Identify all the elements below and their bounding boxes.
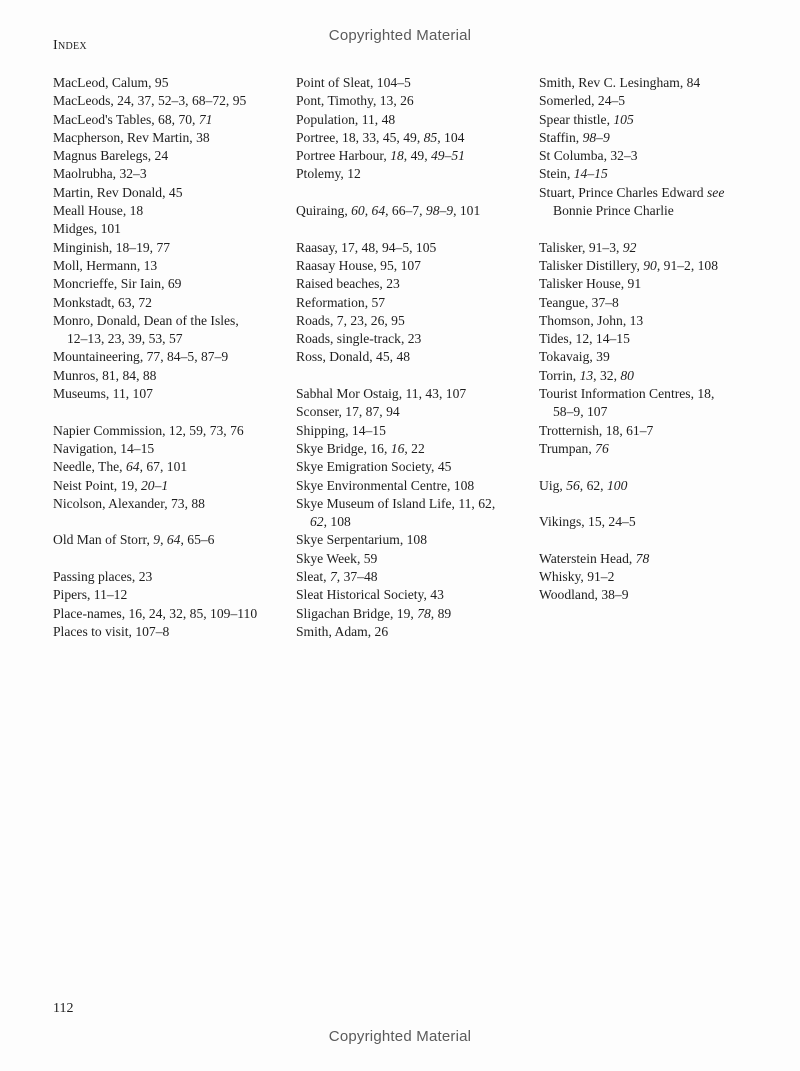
index-letter-group (296, 202, 536, 220)
index-entry-italic-ref: 80 (620, 367, 634, 383)
index-entry (296, 403, 536, 421)
index-entry (53, 257, 293, 275)
index-entry (53, 477, 293, 495)
index-entry-italic-ref: 105 (613, 111, 634, 127)
index-letter-group (53, 568, 293, 641)
index-letter-group (53, 74, 293, 403)
index-entry (539, 184, 779, 221)
index-letter-group (296, 74, 536, 184)
index-entry (53, 605, 293, 623)
index-entry (539, 294, 779, 312)
index-entry-text: Trumpan, (539, 440, 596, 456)
index-entry (296, 477, 536, 495)
index-entry-text: Roads, single-track, 23 (296, 331, 422, 347)
index-entry-text: Tourist Information Centres, 18, (539, 386, 715, 402)
index-entry (53, 623, 293, 641)
index-entry-text: , 104 (437, 129, 465, 145)
index-entry (296, 74, 536, 92)
index-entry (296, 129, 536, 147)
index-entry-italic-ref: 14–15 (573, 166, 608, 182)
index-entry-text: Pont, Timothy, 13, 26 (296, 93, 414, 109)
index-entry (53, 220, 293, 238)
index-entry (53, 202, 293, 220)
index-entry (53, 385, 293, 403)
index-entry-italic-ref: see (707, 184, 725, 200)
index-entry (53, 531, 293, 549)
index-entry (296, 623, 536, 641)
index-entry-text: Woodland, 38–9 (539, 587, 629, 603)
index-entry-italic-ref: 7 (329, 569, 337, 585)
index-entry (296, 495, 536, 532)
index-entry-text: Places to visit, 107–8 (53, 623, 170, 639)
index-entry (539, 111, 779, 129)
index-entry-text: Talisker Distillery, (539, 257, 644, 273)
index-entry-text: Vikings, 15, 24–5 (539, 514, 636, 530)
index-entry-text: Munros, 81, 84, 88 (53, 367, 157, 383)
index-entry-text: Ross, Donald, 45, 48 (296, 349, 411, 365)
index-entry-text: Neist Point, 19, (53, 477, 141, 493)
index-entry-text: Somerled, 24–5 (539, 93, 626, 109)
index-entry-italic-ref: 98–9 (425, 203, 454, 219)
index-entry-text: Reformation, 57 (296, 294, 386, 310)
index-entry-text: Spear thistle, (539, 111, 614, 127)
index-entry (539, 312, 779, 330)
index-entry-text: Torrin, (539, 367, 580, 383)
index-entry-text: Midges, 101 (53, 221, 121, 237)
index-letter-group (539, 550, 779, 605)
index-entry-text: Trotternish, 18, 61–7 (539, 422, 654, 438)
index-entry (539, 550, 779, 568)
index-entry-text: 12–13, 23, 39, 53, 57 (67, 331, 183, 347)
index-entry (53, 348, 293, 366)
index-entry-text: Macpherson, Rev Martin, 38 (53, 129, 210, 145)
index-entry-italic-ref: 78 (635, 550, 650, 566)
index-entry (296, 348, 536, 366)
index-entry (539, 367, 779, 385)
index-entry-text: Population, 11, 48 (296, 111, 396, 127)
index-entry-text: Teangue, 37–8 (539, 294, 619, 310)
index-entry-text: Stein, (539, 166, 574, 182)
index-entry-text: Moll, Hermann, 13 (53, 257, 158, 273)
index-entry (296, 550, 536, 568)
index-entry (296, 294, 536, 312)
index-entry-text: , 62, (579, 477, 607, 493)
index-entry (296, 440, 536, 458)
index-entry-text: , (160, 532, 167, 548)
index-entry (296, 275, 536, 293)
index-entry-text: Tokavaig, 39 (539, 349, 610, 365)
index-entry (53, 147, 293, 165)
index-entry-text: Monkstadt, 63, 72 (53, 294, 152, 310)
index-entry (539, 513, 779, 531)
index-entry (539, 129, 779, 147)
index-letter-group (539, 239, 779, 459)
index-entry-text: Ptolemy, 12 (296, 166, 361, 182)
index-entry-text: Bonnie Prince Charlie (553, 203, 674, 219)
index-entry (296, 239, 536, 257)
index-entry-text: Skye Environmental Centre, 108 (296, 477, 475, 493)
index-entry-italic-ref: 62 (310, 514, 324, 530)
index-entry (53, 275, 293, 293)
index-entry-italic-ref: 56 (566, 477, 580, 493)
index-entry-italic-ref: 13 (579, 367, 594, 383)
index-entry-italic-ref: 90 (643, 257, 657, 273)
index-entry (296, 111, 536, 129)
index-entry (296, 422, 536, 440)
index-column-2 (296, 74, 536, 660)
index-entry-italic-ref: 78 (417, 605, 431, 621)
index-column-1 (53, 74, 293, 660)
index-entry-text: Skye Serpentarium, 108 (296, 532, 428, 548)
index-entry-italic-ref: 18 (390, 148, 404, 164)
index-entry-text: Needle, The, (53, 459, 126, 475)
index-entry-text: Tides, 12, 14–15 (539, 331, 630, 347)
index-entry (539, 165, 779, 183)
page-number: 112 (53, 1001, 74, 1016)
index-entry (53, 239, 293, 257)
index-entry-text: Talisker House, 91 (539, 276, 642, 292)
index-entry (53, 422, 293, 440)
index-entry-text: , 65–6 (180, 532, 215, 548)
index-entry-text: Place-names, 16, 24, 32, 85, 109–110 (53, 605, 258, 621)
index-entry (539, 147, 779, 165)
index-entry (296, 568, 536, 586)
index-entry-text: St Columba, 32–3 (539, 148, 638, 164)
index-entry-text: Raasay House, 95, 107 (296, 257, 421, 273)
index-entry-italic-ref: 16 (390, 440, 405, 456)
index-entry (296, 92, 536, 110)
index-entry-text: Sleat, (296, 569, 330, 585)
index-entry-text: Skye Week, 59 (296, 550, 378, 566)
index-entry (296, 147, 536, 165)
index-entry-text: Uig, (539, 477, 567, 493)
index-entry-text: , 91–2, 108 (656, 257, 719, 273)
index-entry-italic-ref: 20–1 (141, 477, 169, 493)
index-entry (539, 568, 779, 586)
index-entry (53, 458, 293, 476)
index-entry (539, 275, 779, 293)
index-entry-text: , 108 (323, 514, 351, 530)
index-entry-text: Skye Museum of Island Life, 11, 62, (296, 495, 496, 511)
index-entry (53, 111, 293, 129)
index-entry (53, 440, 293, 458)
index-entry-text: Shipping, 14–15 (296, 422, 386, 438)
index-entry (539, 348, 779, 366)
index-entry (296, 330, 536, 348)
index-entry-text: , 89 (430, 605, 452, 621)
index-entry (539, 74, 779, 92)
index-entry-italic-ref: 100 (606, 477, 628, 493)
index-entry-text: Moncrieffe, Sir Iain, 69 (53, 276, 182, 292)
index-entry (53, 495, 293, 513)
index-entry (296, 605, 536, 623)
index-entry-italic-ref: 85 (423, 129, 438, 145)
index-entry-text: Waterstein Head, (539, 550, 636, 566)
index-entry-text: Quiraing, (296, 203, 352, 219)
index-entry-text: Thomson, John, 13 (539, 312, 644, 328)
index-entry-text: Raised beaches, 23 (296, 276, 400, 292)
index-entry-text: Talisker, 91–3, (539, 239, 623, 255)
index-entry (53, 568, 293, 586)
index-entry-text: MacLeod, Calum, 95 (53, 75, 169, 90)
index-entry-text: Staffin, (539, 129, 583, 145)
running-head: Index (53, 38, 87, 53)
index-entry-text: Napier Commission, 12, 59, 73, 76 (53, 422, 244, 438)
index-letter-group (539, 477, 779, 495)
index-entry-italic-ref: 60 (351, 203, 365, 219)
index-entry (539, 586, 779, 604)
index-entry (539, 239, 779, 257)
index-entry-text: Pipers, 11–12 (53, 587, 128, 603)
index-entry-text: Navigation, 14–15 (53, 440, 155, 456)
index-entry (53, 92, 293, 110)
index-entry (539, 330, 779, 348)
index-entry-text: Smith, Adam, 26 (296, 623, 389, 639)
index-entry-text: Meall House, 18 (53, 203, 144, 219)
index-entry-text: , 37–48 (336, 569, 378, 585)
index-entry-italic-ref: 71 (198, 111, 213, 127)
index-entry-text: Stuart, Prince Charles Edward (539, 184, 707, 200)
index-entry (53, 367, 293, 385)
index-entry (53, 165, 293, 183)
index-entry-italic-ref: 64 (371, 203, 386, 219)
index-entry (539, 385, 779, 422)
index-entry-text: Mountaineering, 77, 84–5, 87–9 (53, 349, 229, 365)
index-entry (296, 531, 536, 549)
index-entry-italic-ref: 9 (153, 532, 161, 548)
index-entry-text: Whisky, 91–2 (539, 569, 615, 585)
index-letter-group (53, 531, 293, 549)
index-entry-italic-ref: 49–51 (430, 148, 465, 164)
index-entry-text: , 49, (403, 148, 431, 164)
index-entry (53, 312, 293, 349)
index-entry-text: Nicolson, Alexander, 73, 88 (53, 495, 205, 511)
index-entry-text: , 67, 101 (139, 459, 188, 475)
index-entry (53, 74, 293, 92)
index-entry-text: Magnus Barelegs, 24 (53, 148, 169, 164)
index-entry (53, 184, 293, 202)
index-entry-text: Sconser, 17, 87, 94 (296, 404, 400, 420)
index-entry (539, 92, 779, 110)
index-entry-text: Point of Sleat, 104–5 (296, 75, 411, 90)
index-letter-group (53, 422, 293, 513)
index-entry-text: , 101 (453, 203, 481, 219)
index-entry-italic-ref: 98–9 (582, 129, 610, 145)
copyright-watermark-bottom: Copyrighted Material (328, 1028, 472, 1045)
index-entry-text: Raasay, 17, 48, 94–5, 105 (296, 239, 437, 255)
index-entry-italic-ref: 76 (595, 440, 609, 456)
index-entry (296, 165, 536, 183)
index-entry-text: , 32, (593, 367, 621, 383)
index-entry-text: Sleat Historical Society, 43 (296, 587, 444, 603)
index-letter-group (296, 239, 536, 367)
index-entry (539, 440, 779, 458)
index-entry-text: 58–9, 107 (553, 404, 608, 420)
index-entry-text: , (364, 203, 372, 219)
index-entry-italic-ref: 64 (166, 532, 181, 548)
index-letter-group (539, 513, 779, 531)
index-entry-text: Roads, 7, 23, 26, 95 (296, 312, 405, 328)
index-entry (539, 422, 779, 440)
index-entry-italic-ref: 64 (125, 459, 140, 475)
index-entry-italic-ref: 92 (622, 239, 637, 255)
index-entry (296, 458, 536, 476)
index-entry (296, 312, 536, 330)
copyright-watermark-top: Copyrighted Material (328, 27, 472, 44)
index-entry-text: Minginish, 18–19, 77 (53, 239, 171, 255)
index-entry (539, 477, 779, 495)
index-entry-text: Portree, 18, 33, 45, 49, (296, 129, 424, 145)
index-entry (296, 586, 536, 604)
index-entry (296, 257, 536, 275)
index-entry-text: , 22 (404, 440, 425, 456)
index-entry-text: Skye Emigration Society, 45 (296, 459, 452, 475)
index-entry-text: , 66–7, (385, 203, 426, 219)
index-entry-text: Museums, 11, 107 (53, 386, 153, 402)
index-entry-text: Old Man of Storr, (53, 532, 154, 548)
index-entry-text: Sabhal Mor Ostaig, 11, 43, 107 (296, 386, 467, 402)
index-entry-text: MacLeod's Tables, 68, 70, (53, 111, 199, 127)
index-entry-text: MacLeods, 24, 37, 52–3, 68–72, 95 (53, 93, 247, 109)
index-entry (53, 294, 293, 312)
index-entry (53, 586, 293, 604)
index-entry (53, 129, 293, 147)
index-entry (296, 202, 536, 220)
index-entry-text: Passing places, 23 (53, 569, 153, 585)
index-letter-group (539, 74, 779, 220)
index-entry-text: Sligachan Bridge, 19, (296, 605, 418, 621)
index-entry-text: Maolrubha, 32–3 (53, 166, 147, 182)
index-entry-text: Smith, Rev C. Lesingham, 84 (539, 75, 701, 90)
index-entry-text: Skye Bridge, 16, (296, 440, 391, 456)
index-entry-text: Martin, Rev Donald, 45 (53, 184, 183, 200)
index-letter-group (296, 385, 536, 641)
index-entry (296, 385, 536, 403)
index-entry (539, 257, 779, 275)
index-column-3 (539, 74, 779, 623)
index-entry-text: Portree Harbour, (296, 148, 391, 164)
index-entry-text: Monro, Donald, Dean of the Isles, (53, 312, 239, 328)
